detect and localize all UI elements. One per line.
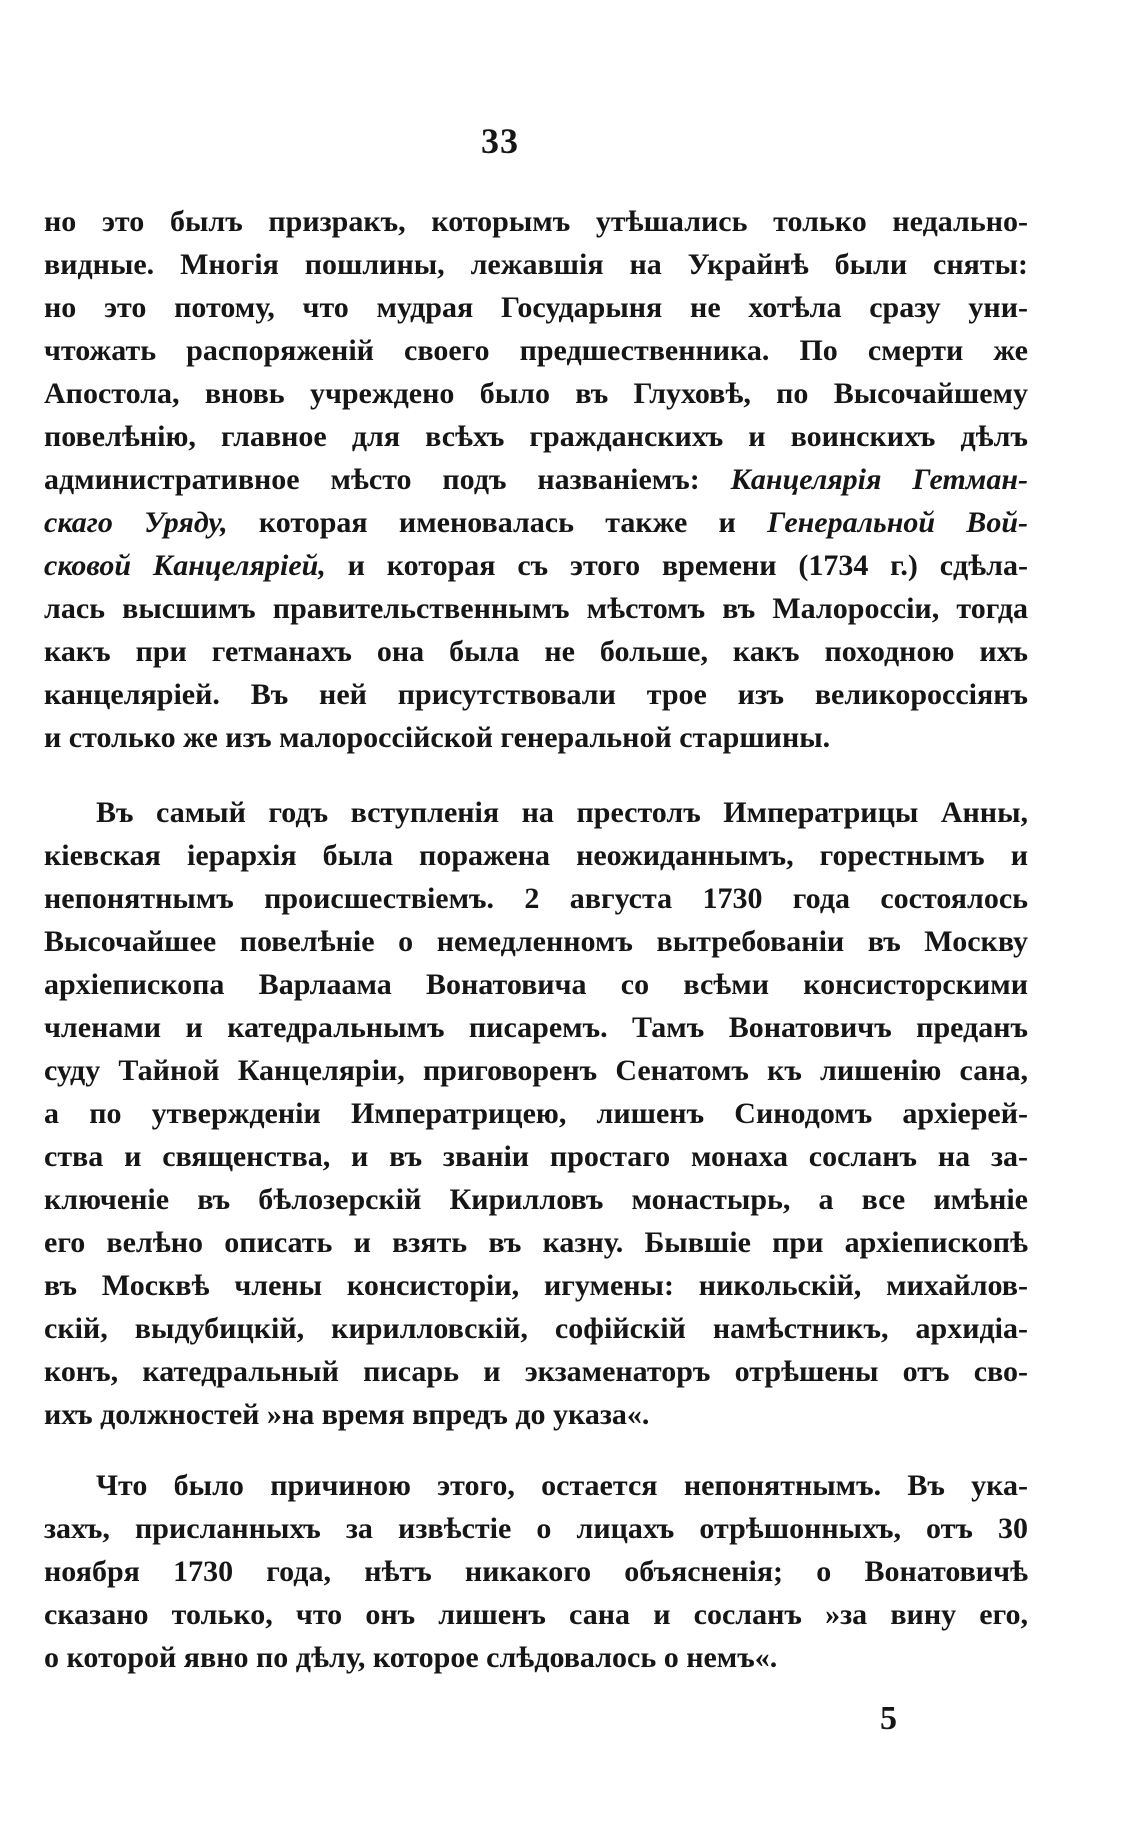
text-line: и столько же изъ малороссійской генеральной старшины. [44, 721, 831, 754]
text-line: а по утвержденіи Императрицею, лишенъ Синодомъ архіерей- [44, 1097, 1028, 1130]
text-line: его велѣно описать и взять въ казну. Бывшіе при архіепископѣ [44, 1226, 1028, 1259]
text-line: архіепископа Варлаама Вонатовича со всѣми консисторскими [44, 968, 1028, 1001]
text-line: Апостола, вновь учреждено было въ Глуховѣ, по Высочайшему [44, 377, 1028, 410]
italic-title: Канцелярія Гетман- [730, 463, 1028, 496]
page-number: 33 [481, 121, 519, 161]
text-line: ключеніе въ бѣлозерскій Кирилловъ монастырь, а все имѣніе [44, 1183, 1028, 1216]
text-line: ства и священства, и въ званіи простаго монаха сосланъ на за- [44, 1140, 1028, 1173]
italic-title: скаго Уряду, [44, 506, 228, 539]
text-line: непонятнымъ происшествіемъ. 2 августа 1730 года состоялось [44, 882, 1028, 915]
text-line: конъ, катедральный писарь и экзаменаторъ отрѣшены отъ сво- [44, 1355, 1028, 1388]
body-text [44, 200, 1028, 1679]
text-line: Въ самый годъ вступленія на престолъ Императрицы Анны, [96, 796, 1028, 829]
text-line: но это былъ призракъ, которымъ утѣшались только недально- [44, 205, 1028, 238]
text-line: повелѣнію, главное для всѣхъ гражданскихъ и воинскихъ дѣлъ [44, 420, 1028, 453]
text-run: которая именовалась также и [227, 506, 768, 539]
paragraph-1 [44, 200, 1028, 759]
text-line: ихъ должностей »на время впредъ до указа«. [44, 1398, 650, 1431]
text-line: чтожать распоряженій своего предшественника. По смерти же [44, 334, 1028, 367]
text-line [44, 501, 1028, 544]
text-line: кіевская іерархія была поражена неожиданнымъ, горестнымъ и [44, 839, 1028, 872]
paragraph-2 [44, 791, 1028, 1436]
text-line: лась высшимъ правительственнымъ мѣстомъ въ Малороссіи, тогда [44, 592, 1028, 625]
text-line: ноября 1730 года, нѣтъ никакого объясненія; о Вонатовичѣ [44, 1555, 1028, 1588]
signature-mark: 5 [880, 1700, 897, 1737]
text-line: канцеляріей. Въ ней присутствовали трое изъ великороссіянъ [44, 678, 1028, 711]
text-line: Высочайшее повелѣніе о немедленномъ вытребованіи въ Москву [44, 925, 1028, 958]
text-line: членами и катедральнымъ писаремъ. Тамъ Вонатовичъ преданъ [44, 1011, 1028, 1044]
text-line: но это потому, что мудрая Государыня не хотѣла сразу уни- [44, 291, 1028, 324]
text-line: захъ, присланныхъ за извѣстіе о лицахъ отрѣшонныхъ, отъ 30 [44, 1512, 1028, 1545]
text-line: сказано только, что онъ лишенъ сана и сосланъ »за вину его, [44, 1598, 1028, 1631]
text-line: Что было причиною этого, остается непонятнымъ. Въ ука- [96, 1469, 1028, 1502]
text-line: о которой явно по дѣлу, которое слѣдовалось о немъ«. [44, 1641, 778, 1674]
text-line [44, 458, 1028, 501]
text-line: видные. Многія пошлины, лежавшія на Украйнѣ были сняты: [44, 248, 1028, 281]
text-line: въ Москвѣ члены консисторіи, игумены: никольскій, михайлов- [44, 1269, 1028, 1302]
text-run: административное мѣсто подъ названіемъ: [44, 463, 731, 496]
text-line [44, 544, 1028, 587]
italic-title: Генеральной Вой- [767, 506, 1028, 539]
italic-title: сковой Канцеляріей, [44, 549, 326, 582]
text-line: суду Тайной Канцеляріи, приговоренъ Сенатомъ къ лишенію сана, [44, 1054, 1028, 1087]
paragraph-3 [44, 1464, 1028, 1679]
text-line: какъ при гетманахъ она была не больше, какъ походною ихъ [44, 635, 1028, 668]
text-line: скій, выдубицкій, кирилловскій, софійскій намѣстникъ, архидіа- [44, 1312, 1028, 1345]
text-run: и которая съ этого времени (1734 г.) сдѣла- [325, 549, 1029, 582]
